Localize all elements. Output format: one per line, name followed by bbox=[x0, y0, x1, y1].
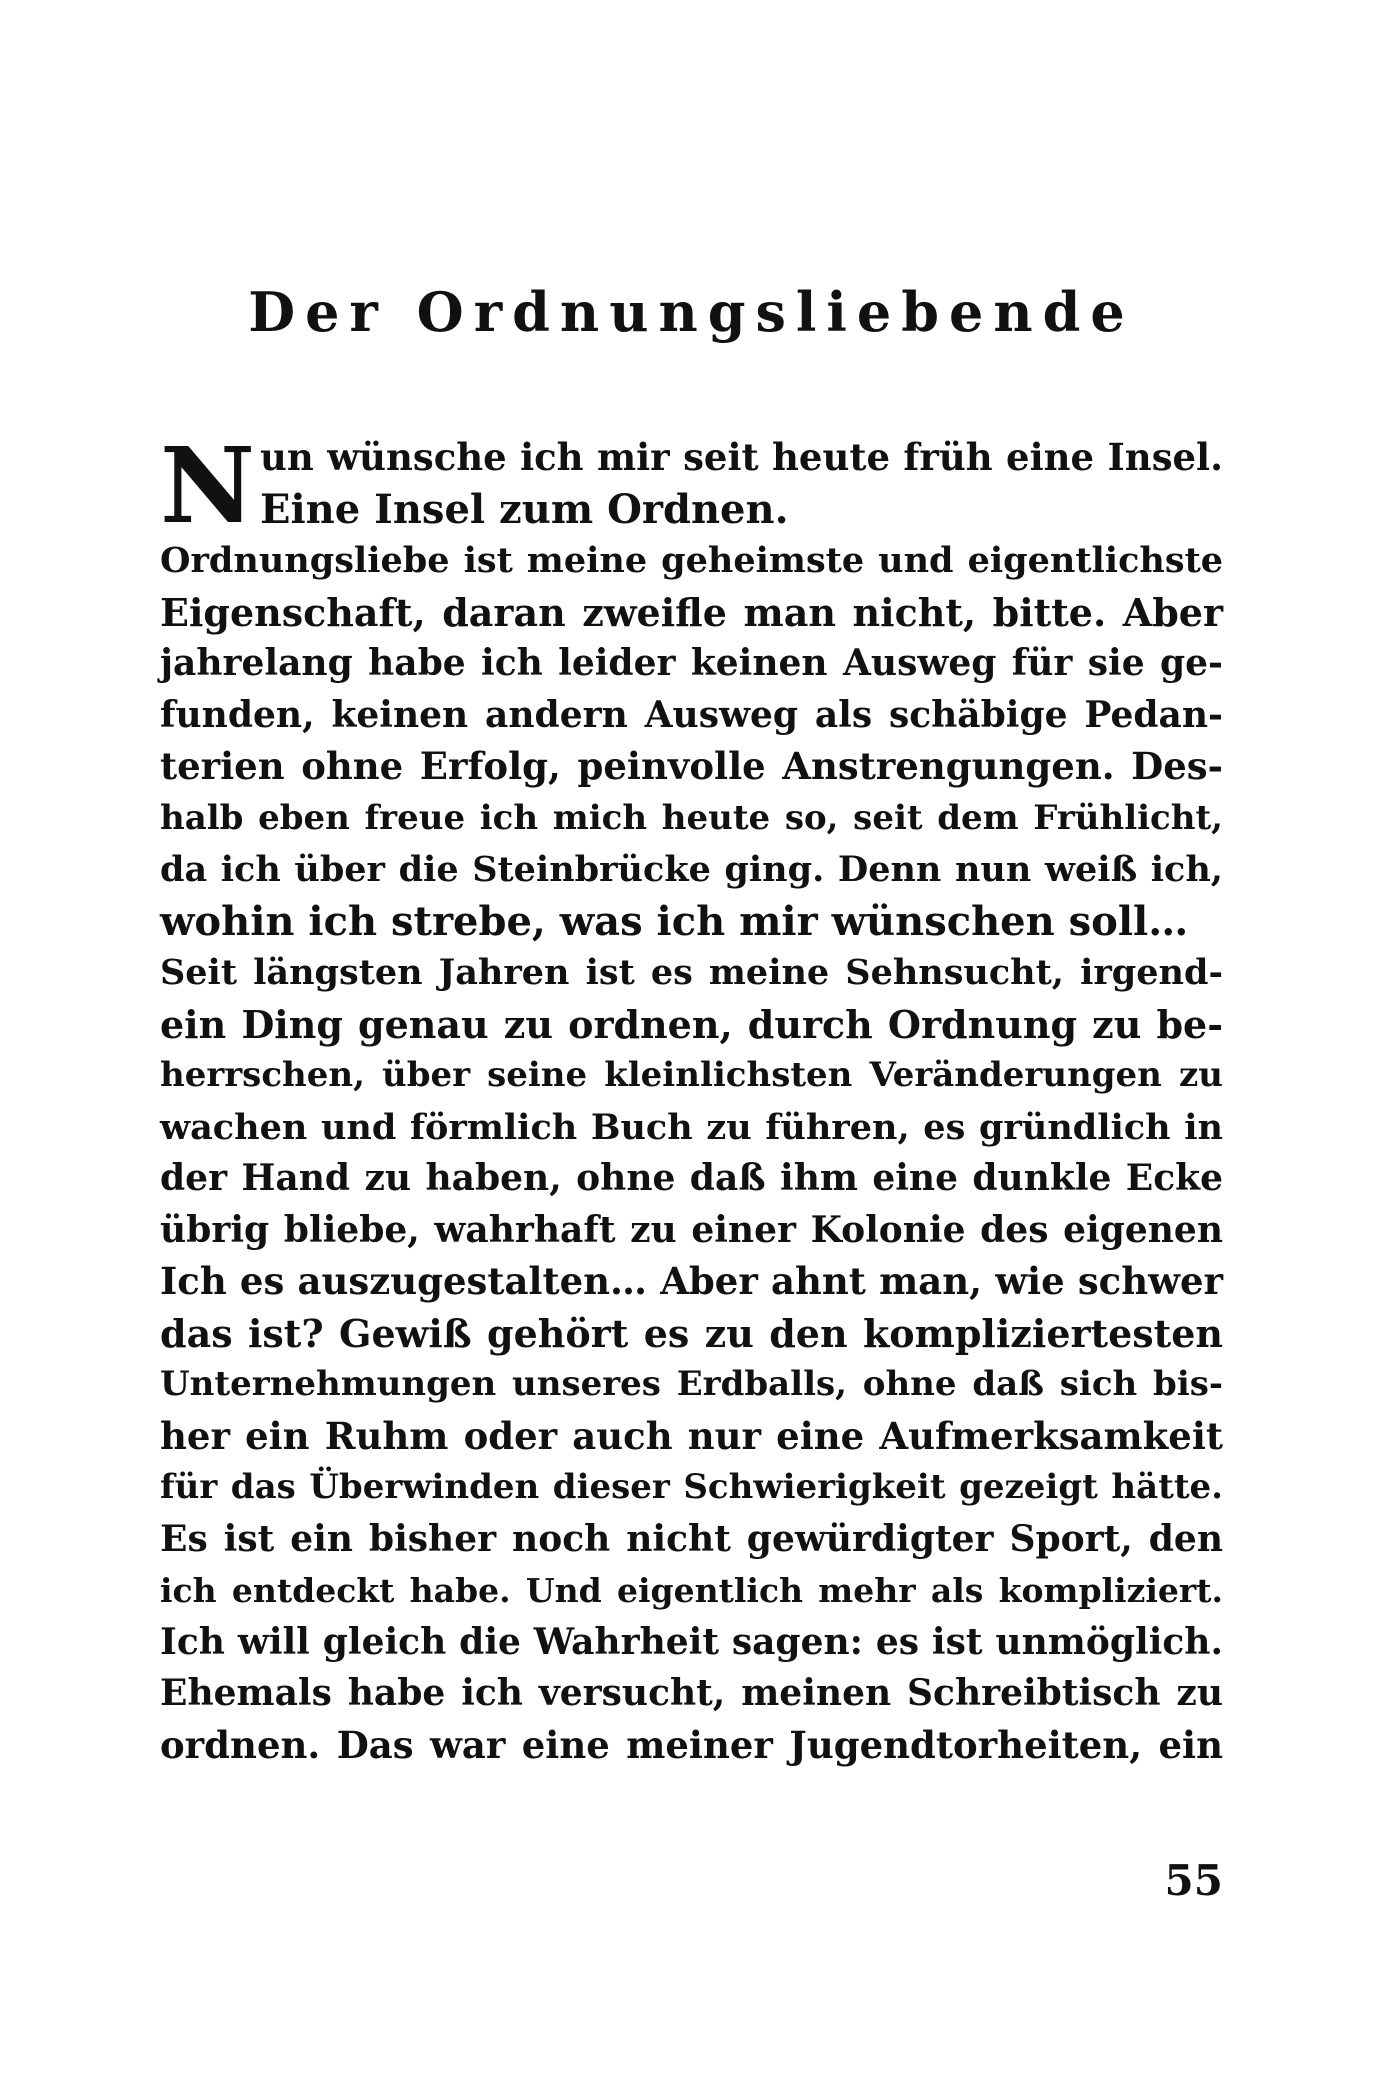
text-line: ordnen. Das war eine meiner Jugendtorheiten, ein bbox=[160, 1722, 1223, 1767]
text-line: jahrelang habe ich leider keinen Ausweg für sie ge- bbox=[160, 642, 1223, 684]
opening-lines bbox=[160, 424, 1223, 547]
drop-cap: N bbox=[160, 424, 256, 547]
text-line: der Hand zu haben, ohne daß ihm eine dunkle Ecke bbox=[160, 1157, 1223, 1199]
text-line: Ehemals habe ich versucht, meinen Schreibtisch zu bbox=[160, 1672, 1223, 1714]
text-line: funden, keinen andern Ausweg als schäbige Pedan- bbox=[160, 693, 1223, 736]
text-line: Seit längsten Jahren ist es meine Sehnsucht, irgend- bbox=[160, 952, 1223, 993]
text-line: ich entdeckt habe. Und eigentlich mehr als kompliziert. bbox=[160, 1571, 1223, 1610]
text-line: wohin ich strebe, was ich mir wünschen soll… bbox=[160, 897, 1189, 945]
text-line: halb eben freue ich mich heute so, seit dem Frühlicht, bbox=[160, 797, 1223, 838]
text-line: terien ohne Erfolg, peinvolle Anstrengungen. Des- bbox=[160, 744, 1223, 788]
text-line: Unternehmungen unseres Erdballs, ohne daß sich bis- bbox=[160, 1364, 1223, 1404]
page-number: 55 bbox=[1164, 1856, 1223, 1905]
text-line: Eigenschaft, daran zweifle man nicht, bitte. Aber bbox=[160, 589, 1223, 635]
text-line: für das Überwinden dieser Schwierigkeit gezeigt hätte. bbox=[160, 1467, 1223, 1507]
chapter-title: Der Ordnungsliebende bbox=[248, 280, 1135, 344]
text-line: ein Ding genau zu ordnen, durch Ordnung zu be- bbox=[160, 1001, 1223, 1047]
text-line: übrig bliebe, wahrhaft zu einer Kolonie des eigenen bbox=[160, 1208, 1223, 1251]
text-line: herrschen, über seine kleinlichsten Veränderungen zu bbox=[160, 1055, 1223, 1095]
text-line: her ein Ruhm oder auch nur eine Aufmerksamkeit bbox=[160, 1413, 1223, 1458]
text-line: Ordnungsliebe ist meine geheimste und eigentlichste bbox=[160, 540, 1223, 581]
text-line: da ich über die Steinbrücke ging. Denn nun weiß ich, bbox=[160, 849, 1223, 890]
text-line: Eine Insel zum Ordnen. bbox=[260, 485, 789, 533]
text-line: Ich will gleich die Wahrheit sagen: es ist unmöglich. bbox=[160, 1620, 1223, 1663]
text-line: Es ist ein bisher noch nicht gewürdigter Sport, den bbox=[160, 1517, 1223, 1560]
paragraph-lines bbox=[160, 535, 1223, 1771]
text-line: wachen und förmlich Buch zu führen, es gründlich in bbox=[160, 1106, 1223, 1148]
text-line: un wünsche ich mir seit heute früh eine Insel. bbox=[260, 435, 1223, 479]
text-line: Ich es auszugestalten… Aber ahnt man, wie schwer bbox=[160, 1259, 1223, 1303]
text-line: das ist? Gewiß gehört es zu den kompliziertesten bbox=[160, 1310, 1223, 1356]
body-text bbox=[160, 424, 1223, 1771]
